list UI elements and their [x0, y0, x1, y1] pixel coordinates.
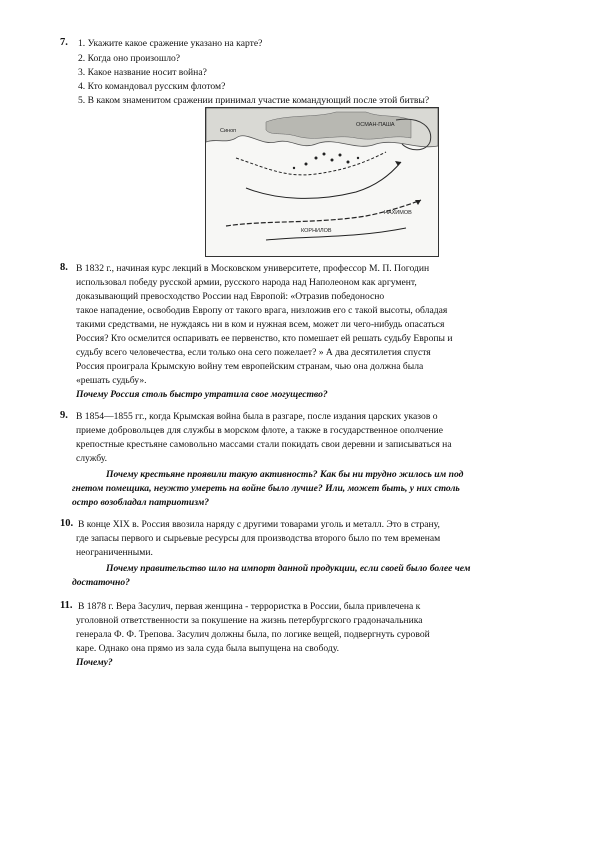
question-8-line-3: доказывающий превосходство России над Европой: «Отразив победоносно — [76, 291, 385, 302]
question-9-line-1: В 1854—1855 гг., когда Крымская война была в разгаре, после издания царских указов о — [76, 411, 438, 422]
question-11-number: 11. — [60, 600, 73, 611]
question-9-prompt-1: Почему крестьяне проявили такую активность? Как бы ни трудно жилось им под — [106, 469, 464, 480]
question-7-number: 7. — [60, 37, 68, 48]
question-11-line-4: каре. Однако она прямо из зала суда была выпущена на свободу. — [76, 643, 339, 654]
fleet-route-4 — [266, 228, 406, 240]
question-11-line-1: В 1878 г. Вера Засулич, первая женщина - террористка в России, была привлечена к — [78, 601, 421, 612]
question-8-number: 8. — [60, 262, 68, 273]
question-11-prompt: Почему? — [76, 657, 113, 668]
question-10-prompt-2: достаточно? — [72, 577, 130, 588]
question-8-line-5: такими средствами, не нуждаясь ни в ком и нужная всем, может ли чего-нибудь опасаться — [76, 319, 445, 330]
question-7-item-1: 1. Укажите какое сражение указано на карте? — [78, 38, 263, 49]
question-9-number: 9. — [60, 410, 68, 421]
question-8-line-1: В 1832 г., начиная курс лекций в Московском университете, профессор М. П. Погодин — [76, 263, 430, 274]
question-8-line-6: Россия? Кто осмелится оспаривать ее первенство, кто помешает ей решать судьбу Европы и — [76, 333, 453, 344]
question-9-prompt-2: гнетом помещика, неужто умереть на войне было лучше? Или, может быть, у них столь — [72, 483, 460, 494]
question-10-line-3: неограниченными. — [76, 547, 153, 558]
question-9-line-3: крепостные крестьяне самовольно массами стали покидать свои деревни и записываться на — [76, 439, 452, 450]
map-label-sinop: Синоп — [220, 128, 237, 134]
question-9-line-2: приеме добровольцев для службы в морском флоте, а также в государственное ополчение — [76, 425, 444, 436]
question-8-line-8: Россия проиграла Крымскую войну тем европейским странам, чью она должна была — [76, 361, 424, 372]
map-label-kornilov: КОРНИЛОВ — [301, 228, 332, 234]
question-10-prompt-1: Почему правительство шло на импорт данной продукции, если своей было более чем — [106, 563, 471, 574]
question-10-number: 10. — [60, 518, 74, 529]
question-10-line-2: где запасы первого и сырьевые ресурсы для производства второго было по тем временам — [76, 533, 441, 544]
battle-map-drawing — [206, 108, 438, 256]
question-11-line-3: генерала Ф. Ф. Трепова. Засулич должны была, по логике вещей, подвергнуть суровой — [76, 629, 430, 640]
question-8-line-9: «решать судьбу». — [76, 375, 147, 386]
map-label-osman: ОСМАН-ПАША — [356, 122, 395, 128]
question-9-prompt-3: остро возобладал патриотизм? — [72, 497, 210, 508]
question-10-line-1: В конце XIX в. Россия ввозила наряду с другими товарами уголь и металл. Это в страну, — [78, 519, 440, 530]
question-7-item-3: 3. Какое название носит война? — [78, 67, 207, 78]
fleet-route-1 — [236, 152, 386, 175]
battle-map-image — [205, 107, 439, 257]
map-label-nakhimov: НАХИМОВ — [384, 210, 412, 216]
question-11-line-2: уголовной ответственности за покушение на жизнь петербургского градоначальника — [76, 615, 423, 626]
question-8-line-2: использовал победу русской армии, русского народа над Наполеоном как аргумент, — [76, 277, 417, 288]
question-7-item-5: 5. В каком знаменитом сражении принимал участие командующий после этой битвы? — [78, 95, 430, 106]
question-7-item-4: 4. Кто командовал русским флотом? — [78, 81, 226, 92]
question-9-line-4: службу. — [76, 453, 107, 464]
question-7-item-2: 2. Когда оно произошло? — [78, 53, 181, 64]
question-8-line-4: такое нападение, освободив Европу от такого врага, низложив его с такой высоты, обладая — [76, 305, 448, 316]
fleet-route-2 — [246, 162, 401, 198]
question-8-prompt: Почему Россия столь быстро утратила свое могущество? — [76, 389, 328, 400]
question-8-line-7: судьбу всего человечества, если только она сего пожелает? » А два десятилетия спустя — [76, 347, 431, 358]
